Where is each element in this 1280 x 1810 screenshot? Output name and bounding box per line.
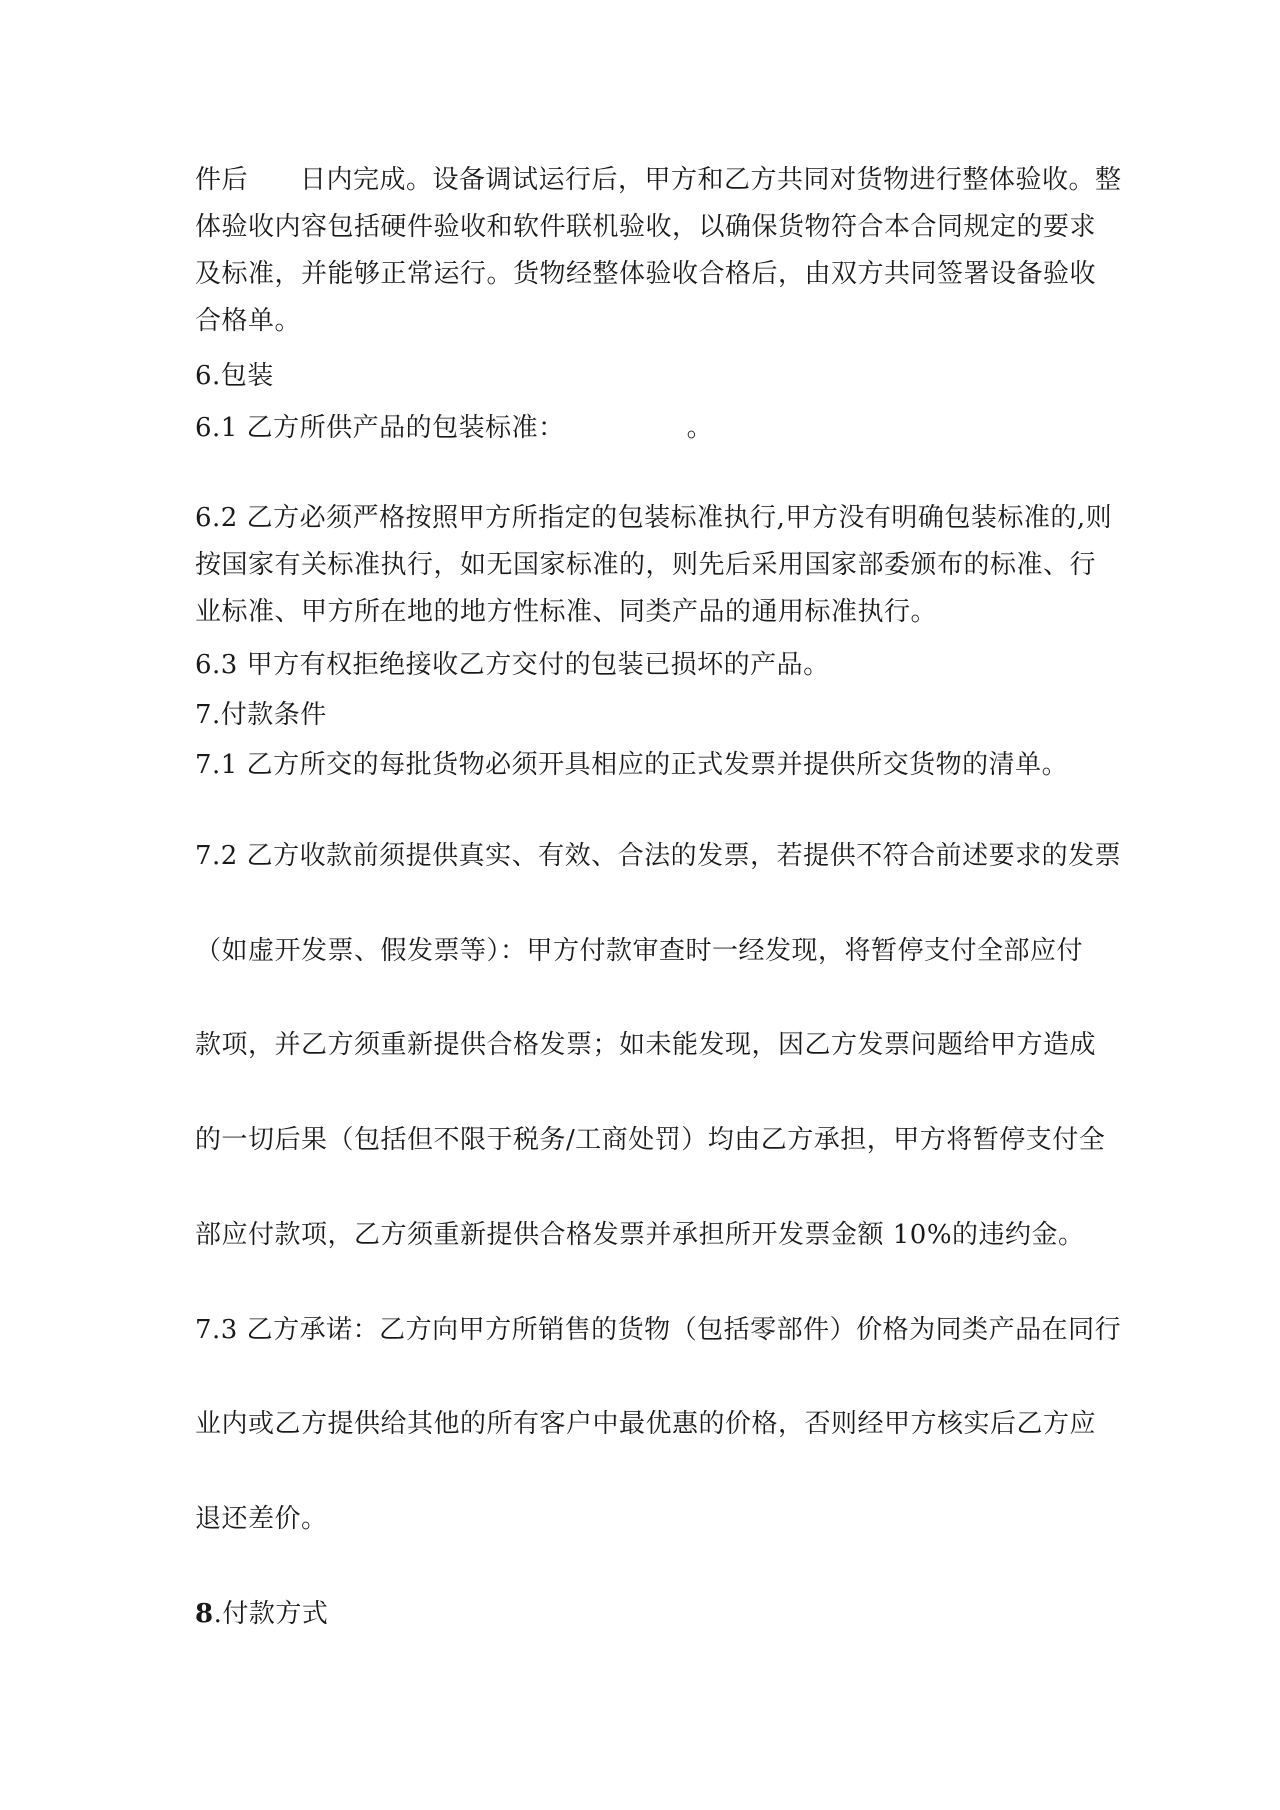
paragraph-line: 体验收内容包括硬件验收和软件联机验收，以确保货物符合本合同规定的要求 [195, 212, 1097, 242]
clause-line: 6.3 甲方有权拒绝接收乙方交付的包装已损坏的产品。 [195, 650, 830, 680]
text-fragment: 件后 [195, 165, 249, 195]
paragraph-line: 及标准，并能够正常运行。货物经整体验收合格后，由双方共同签署设备验收 [195, 259, 1097, 289]
section-heading [195, 1596, 1095, 1632]
clause-line [195, 410, 1095, 446]
heading-number: 8 [195, 1599, 214, 1629]
text-fragment: 日内完成。设备调试运行后，甲方和乙方共同对货物进行整体验收。整 [300, 165, 1122, 195]
paragraph-line [195, 162, 1122, 198]
clause-line: 业内或乙方提供给其他的所有客户中最优惠的价格，否则经甲方核实后乙方应 [195, 1409, 1097, 1439]
clause-line: 部应付款项，乙方须重新提供合格发票并承担所开发票金额 10%的违约金。 [195, 1220, 1085, 1250]
clause-line: 按国家有关标准执行，如无国家标准的，则先后采用国家部委颁布的标准、行 [195, 550, 1097, 580]
section-heading: 7.付款条件 [195, 700, 327, 730]
clause-line: 7.2 乙方收款前须提供真实、有效、合法的发票，若提供不符合前述要求的发票 [195, 841, 1122, 871]
clause-line: 7.3 乙方承诺：乙方向甲方所销售的货物（包括零部件）价格为同类产品在同行 [195, 1315, 1122, 1345]
clause-line: 6.2 乙方必须严格按照甲方所指定的包装标准执行,甲方没有明确包装标准的,则 [195, 503, 1113, 533]
section-heading: 6.包装 [195, 361, 274, 391]
clause-line: 款项，并乙方须重新提供合格发票；如未能发现，因乙方发票问题给甲方造成 [195, 1030, 1097, 1060]
clause-line: （如虚开发票、假发票等）：甲方付款审查时一经发现，将暂停支付全部应付 [195, 936, 1084, 966]
clause-line: 业标准、甲方所在地的地方性标准、同类产品的通用标准执行。 [195, 597, 938, 627]
paragraph-line: 合格单。 [195, 306, 302, 336]
clause-line: 的一切后果（包括但不限于税务/工商处罚）均由乙方承担，甲方将暂停支付全 [195, 1125, 1106, 1155]
text-fragment: 6.1 乙方所供产品的包装标准： [195, 413, 565, 443]
text-fragment: 。 [686, 413, 714, 443]
clause-line: 7.1 乙方所交的每批货物必须开具相应的正式发票并提供所交货物的清单。 [195, 750, 1069, 780]
heading-text: .付款方式 [213, 1599, 329, 1629]
clause-line: 退还差价。 [195, 1504, 328, 1534]
